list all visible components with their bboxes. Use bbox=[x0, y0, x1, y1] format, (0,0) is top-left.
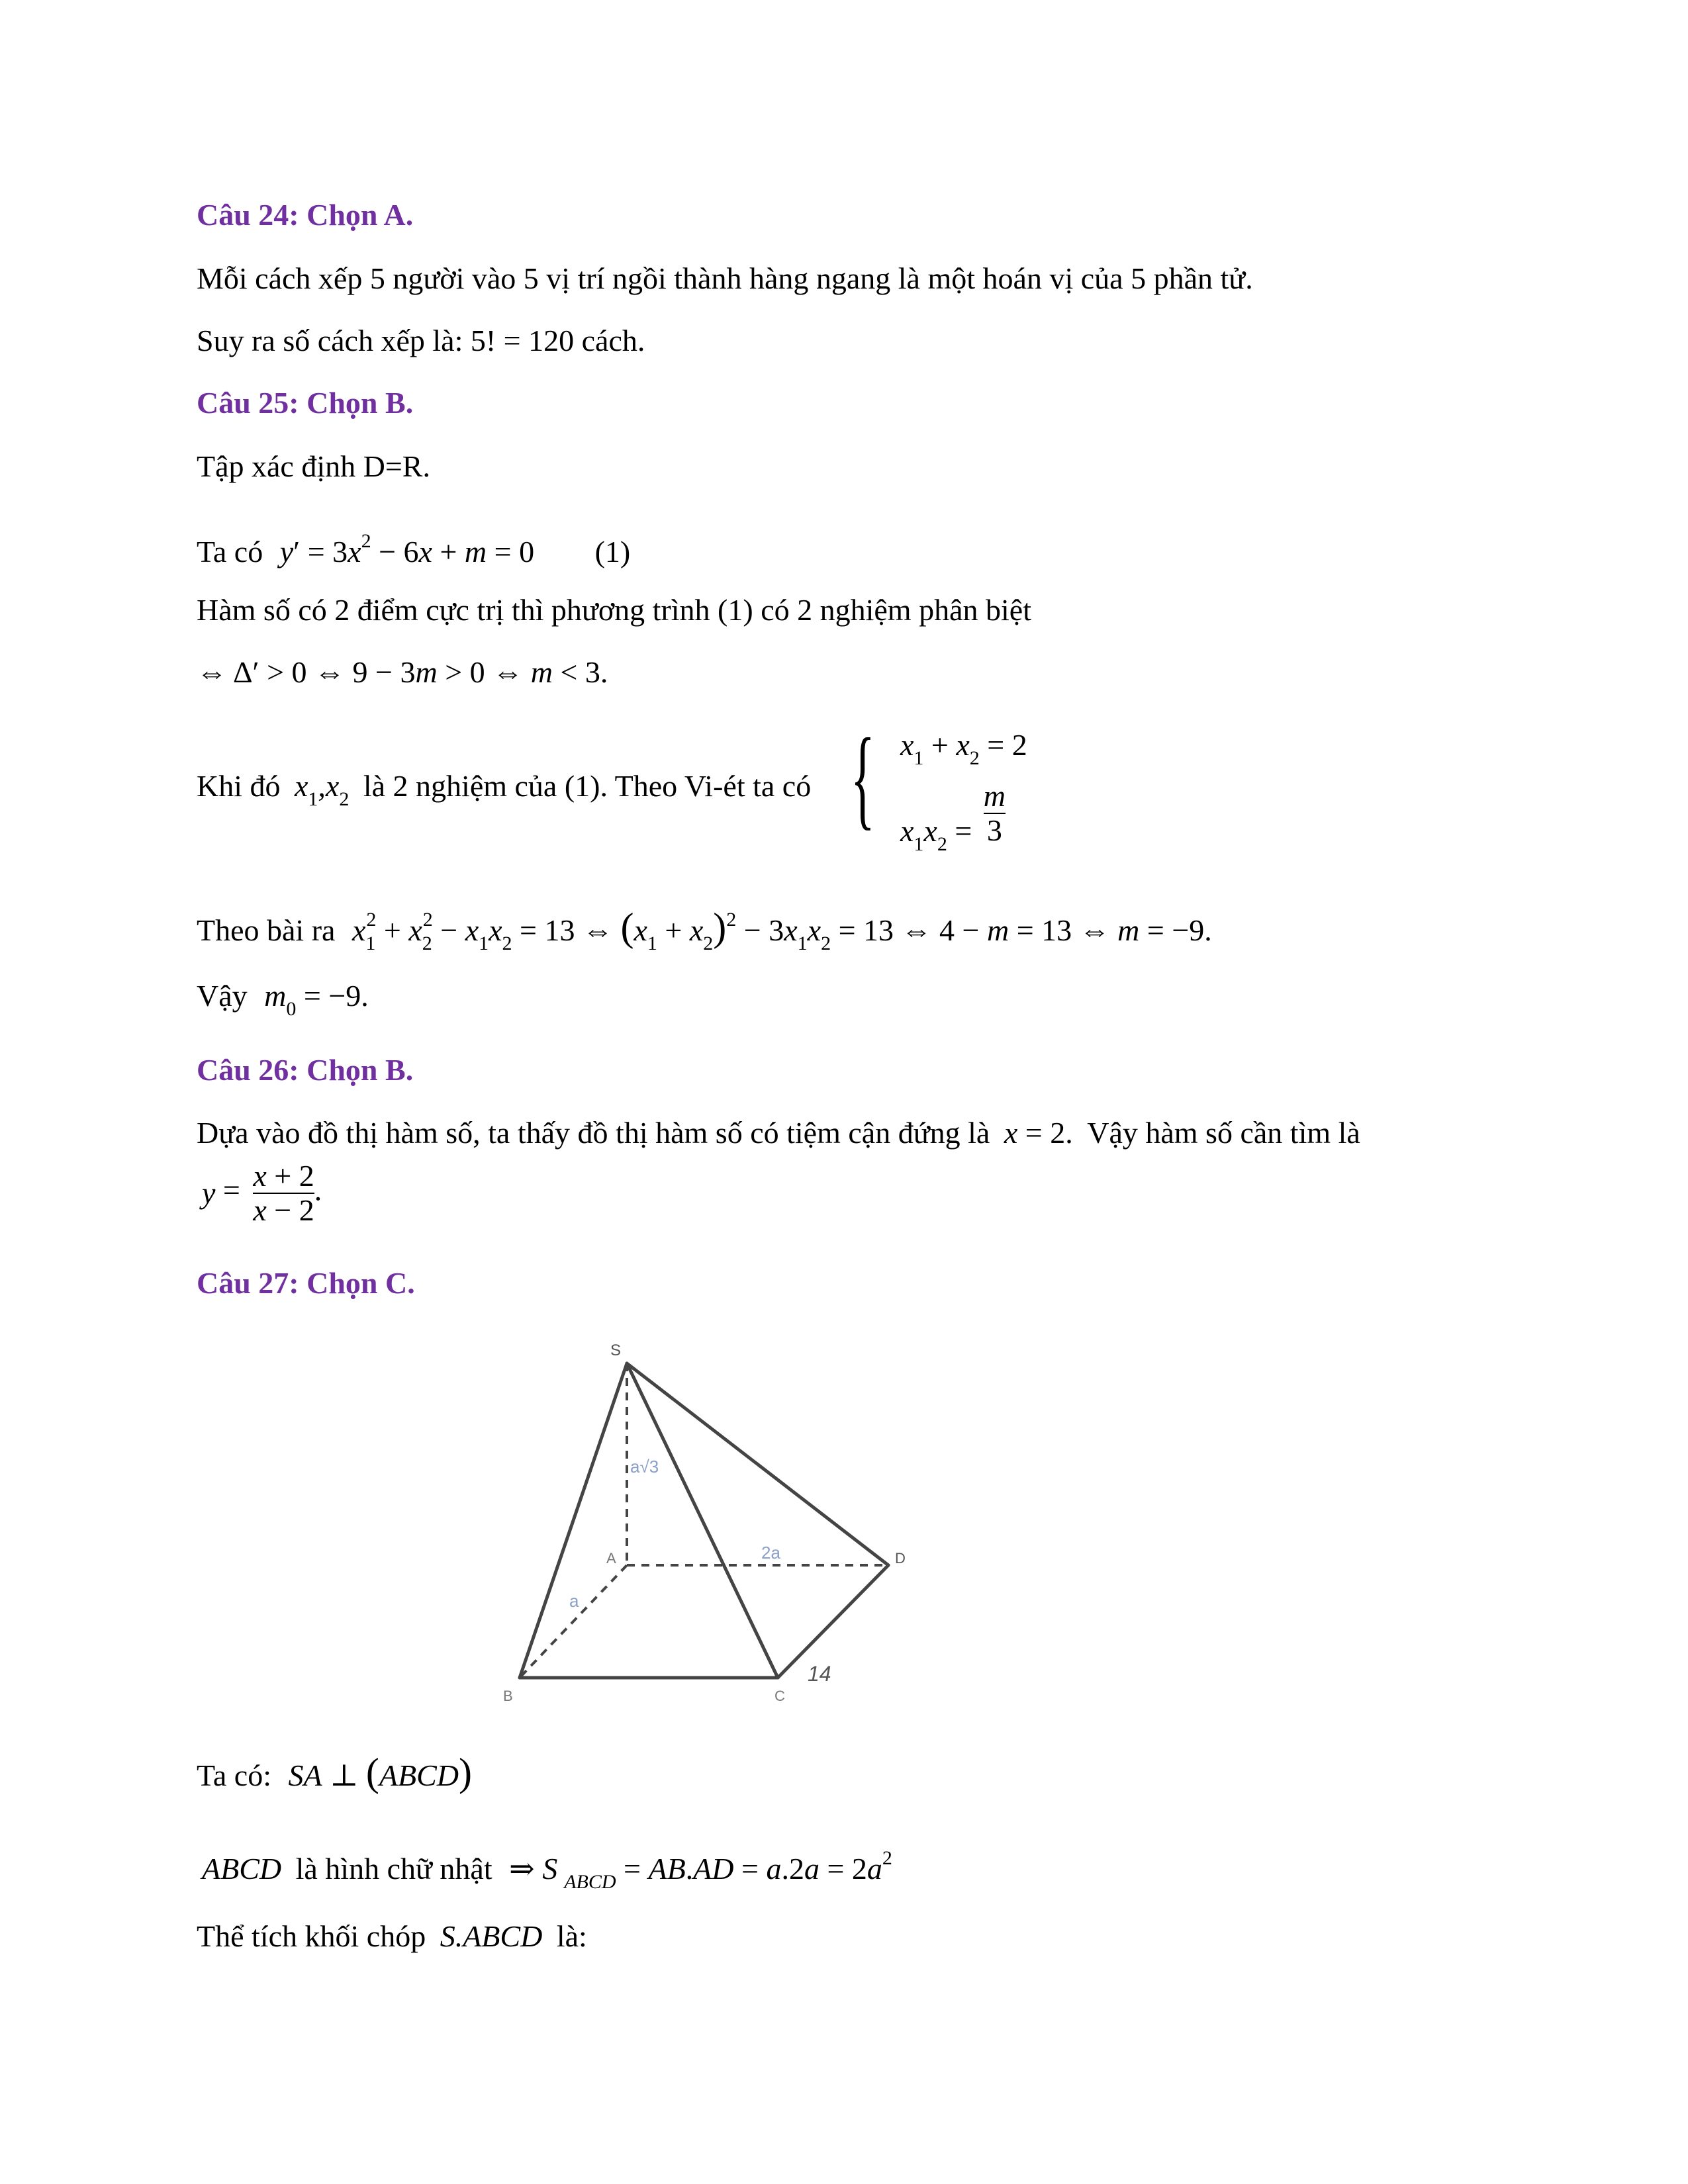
q27-heading: Câu 27: Chọn C. bbox=[197, 1266, 415, 1300]
q25-vieta-prefix: Khi đó bbox=[197, 769, 281, 803]
q24-line1: Mỗi cách xếp 5 người vào 5 vị trí ngồi thành hàng ngang là một hoán vị của 5 phần tử. bbox=[197, 261, 1253, 295]
q25-vieta-mid: là 2 nghiệm của (1). Theo Vi-ét ta có bbox=[363, 769, 812, 803]
q27-ta-co: Ta có: bbox=[197, 1758, 272, 1792]
vieta-sum: $x_1 + x_2 = 2$ bbox=[900, 728, 1027, 769]
edge-SB bbox=[520, 1363, 627, 1678]
q27-volume-end: là: bbox=[556, 1919, 587, 1953]
q25-derivative-line bbox=[197, 523, 630, 570]
q27-volume-text: Thể tích khối chóp bbox=[197, 1919, 426, 1953]
q25-result-prefix: Vậy bbox=[197, 979, 248, 1013]
q27-perp-line bbox=[197, 1751, 472, 1794]
label-C: C bbox=[774, 1688, 785, 1704]
q27-area-formula: ⇒ S $_{ABCD} = AB.AD = a.2a = 2a^2$ bbox=[509, 1847, 892, 1893]
label-A: A bbox=[606, 1550, 616, 1567]
q25-condition: Hàm số có 2 điểm cực trị thì phương trình (1) có 2 nghiệm phân biệt bbox=[197, 593, 1031, 627]
q25-derivative-formula: $y' = 3x^2 - 6x + m = 0$ bbox=[279, 530, 535, 569]
edge-AB bbox=[520, 1565, 627, 1678]
q26-line bbox=[197, 1115, 1481, 1152]
q24-heading: Câu 24: Chọn A. bbox=[197, 198, 414, 232]
q27-pyramid-name: S.ABCD bbox=[440, 1919, 543, 1953]
label-height: a√3 bbox=[630, 1457, 659, 1477]
edge-SD bbox=[627, 1363, 888, 1565]
vieta-product: $x_1x_2$ = $\frac{m}{3}$ bbox=[900, 779, 1006, 855]
label-14: 14 bbox=[808, 1662, 831, 1686]
pyramid-figure bbox=[483, 1330, 947, 1714]
q26-function: y = $\frac{x + 2}{x - 2}$ . bbox=[202, 1159, 322, 1227]
edge-CD bbox=[778, 1565, 888, 1678]
edge-SC bbox=[627, 1363, 778, 1678]
q25-deriv-prefix: Ta có bbox=[197, 535, 263, 569]
q26-text-before: Dựa vào đồ thị hàm số, ta thấy đồ thị hàm số có tiệm cận đứng là bbox=[197, 1116, 990, 1150]
q26-heading: Câu 26: Chọn B. bbox=[197, 1053, 414, 1087]
q25-given-formula: $x_1^2 + x_2^2 - x_1x_2 = 13$ ⇔ $(x_1 + x_2)^2 - 3x_1x_2 = 13$ ⇔ 4 − m = 13 ⇔ m = −9. bbox=[352, 905, 1212, 954]
q27-volume-line bbox=[197, 1918, 587, 1955]
q24-line2: Suy ra số cách xếp là: 5! = 120 cách. bbox=[197, 324, 645, 357]
system-brace: { bbox=[851, 715, 875, 840]
q27-abcd: ABCD bbox=[202, 1852, 282, 1886]
q25-discriminant: ⇔ Δ′ > 0 ⇔ 9 − 3m > 0 ⇔ m < 3. bbox=[197, 655, 608, 689]
q25-vieta-line bbox=[197, 768, 811, 818]
q25-given-line bbox=[197, 901, 1212, 962]
label-B: B bbox=[503, 1688, 513, 1704]
q25-result-formula: $m_0 = -9$. bbox=[264, 979, 369, 1020]
q25-domain: Tập xác định D=R. bbox=[197, 449, 430, 483]
q27-area-line bbox=[202, 1840, 892, 1901]
q27-perp-formula: SA ⊥ (ABCD) bbox=[288, 1751, 472, 1794]
q25-result-line bbox=[197, 978, 369, 1028]
q25-heading: Câu 25: Chọn B. bbox=[197, 386, 414, 420]
q26-text-after: Vậy hàm số cần tìm là bbox=[1087, 1116, 1360, 1150]
label-AD: 2a bbox=[761, 1543, 780, 1563]
label-S: S bbox=[610, 1342, 622, 1359]
label-AB: a bbox=[569, 1591, 579, 1611]
q25-roots: $x_1,x_2$ bbox=[295, 769, 350, 810]
q27-rect-text: là hình chữ nhật bbox=[295, 1852, 492, 1886]
label-D: D bbox=[895, 1550, 906, 1567]
q26-asymptote: x = 2. bbox=[1004, 1116, 1073, 1150]
q25-given-prefix: Theo bài ra bbox=[197, 913, 336, 947]
q25-deriv-tag: (1) bbox=[594, 535, 631, 569]
